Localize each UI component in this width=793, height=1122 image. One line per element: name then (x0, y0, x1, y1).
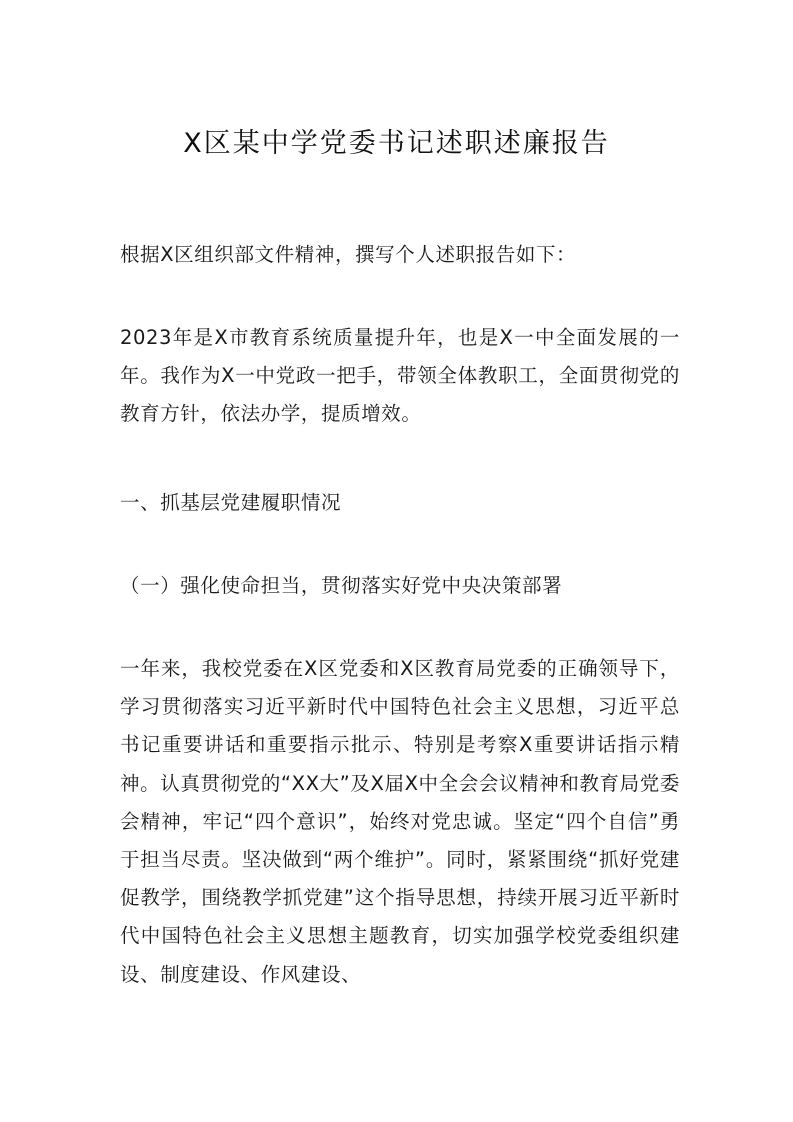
document-title: X区某中学党委书记述职述廉报告 (183, 128, 610, 159)
intro-paragraph: 根据X区组织部文件精神，撰写个人述职报告如下： (120, 243, 577, 266)
overview-paragraph: 2023年是X市教育系统质量提升年，也是X一中全面发展的一年。我作为X一中党政一把手，带领全体教职工，全面贯彻党的教育方针，依法办学，提质增效。 (120, 326, 680, 426)
section-heading: 一、抓基层党建履职情况 (120, 491, 342, 514)
body-paragraph: 一年来，我校党委在X区党委和X区教育局党委的正确领导下，学习贯彻落实习近平新时代中国特色社会主义思想，习近平总书记重要讲话和重要指示批示、特别是考察X重要讲话指示精神。认真贯彻党的“XX大”及X届X中全会会议精神和教育局党委会精神，牢记“四个意识”，始终对党忠诚。坚定“四个自信”勇于担当尽责。坚决做到“两个维护”。同时，紧紧围绕“抓好党建促教学，围绕教学抓党建”这个指导思想，持续开展习近平新时代中国特色社会主义思想主题教育，切实加强学校党委组织建设、制度建设、作风建设、 (120, 657, 680, 986)
subsection-heading: （一）强化使命担当，贯彻落实好党中央决策部署 (120, 574, 563, 597)
